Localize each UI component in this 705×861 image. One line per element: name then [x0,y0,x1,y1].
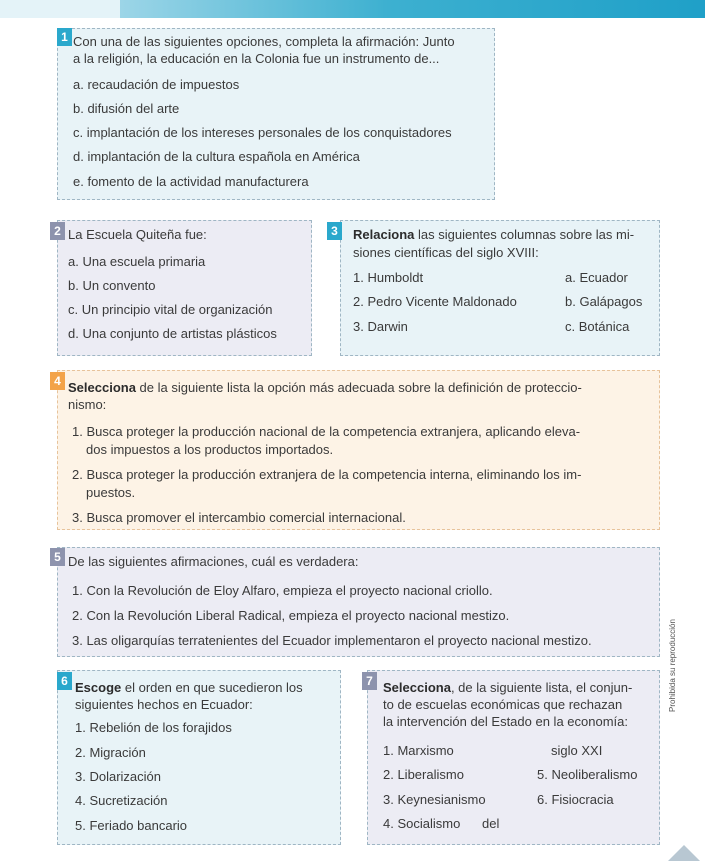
question-7-badge: 7 [362,672,377,690]
question-6-prompt-line2: siguientes hechos en Ecuador: [75,697,253,712]
question-7-right-3[interactable]: 6. Fisiocracia [537,792,614,807]
question-1-option-c[interactable]: c. implantación de los intereses personales de los conquistadores [73,125,452,140]
question-7-prompt-line1 [383,680,632,696]
question-7-verb: Selecciona [383,680,451,695]
question-2-option-d[interactable]: d. Una conjunto de artistas plásticos [68,326,277,341]
question-7-prompt-rest: , de la siguiente lista, el conjun- [450,680,633,695]
question-3-verb: Relaciona [353,227,415,242]
question-3-right-b[interactable]: b. Galápagos [565,294,643,309]
question-6-verb: Escoge [75,680,122,695]
question-6-option-4[interactable]: 4. Sucretización [75,793,168,808]
question-1-option-b[interactable]: b. difusión del arte [73,101,180,116]
question-4-option-1-line2: dos impuestos a los productos importados. [86,442,334,457]
corner-triangle [668,845,700,861]
question-6-prompt-line1 [75,680,303,696]
question-7-left-1[interactable]: 1. Marxismo [383,743,454,758]
question-7-prompt-line3: la intervención del Estado en la economía: [383,714,628,729]
question-7-left-4[interactable]: 4. Socialismo [383,816,461,831]
question-4-prompt-line1 [68,380,582,396]
question-3-left-1[interactable]: 1. Humboldt [353,270,424,285]
question-1-badge: 1 [57,28,72,46]
question-7-prompt-line2: to de escuelas económicas que rechazan [383,697,623,712]
question-3-right-c[interactable]: c. Botánica [565,319,630,334]
question-7-left-2[interactable]: 2. Liberalismo [383,767,464,782]
top-band-light [0,0,120,18]
question-1-prompt-line1: Con una de las siguientes opciones, completa la afirmación: Junto [73,34,455,49]
question-6-option-3[interactable]: 3. Dolarización [75,769,161,784]
question-4-option-3[interactable]: 3. Busca promover el intercambio comercial internacional. [72,510,406,525]
question-5-badge: 5 [50,548,65,566]
question-2-prompt: La Escuela Quiteña fue: [68,227,207,242]
question-1-prompt-line2: a la religión, la educación en la Colonia fue un instrumento de... [73,51,440,66]
question-7-right-1[interactable]: siglo XXI [551,743,603,758]
question-3-left-2[interactable]: 2. Pedro Vicente Maldonado [353,294,517,309]
question-5-option-1[interactable]: 1. Con la Revolución de Eloy Alfaro, empieza el proyecto nacional criollo. [72,583,493,598]
question-3-prompt-line1 [353,227,634,243]
question-4-option-2-line2: puestos. [86,485,136,500]
question-1-option-d[interactable]: d. implantación de la cultura española en América [73,149,360,164]
question-2-option-c[interactable]: c. Un principio vital de organización [68,302,273,317]
question-6-option-5[interactable]: 5. Feriado bancario [75,818,188,833]
question-5-option-2[interactable]: 2. Con la Revolución Liberal Radical, empieza el proyecto nacional mestizo. [72,608,510,623]
question-5-option-3[interactable]: 3. Las oligarquías terratenientes del Ecuador implementaron el proyecto nacional mestizo. [72,633,592,648]
question-7-right-4[interactable]: del [482,816,500,831]
question-4-option-1-line1[interactable]: 1. Busca proteger la producción nacional de la competencia extranjera, aplicando eleva- [72,424,581,439]
question-3-prompt-line2: siones científicas del siglo XVIII: [353,245,539,260]
question-2-badge: 2 [50,222,65,240]
question-5-prompt: De las siguientes afirmaciones, cuál es verdadera: [68,554,359,569]
question-6-option-2[interactable]: 2. Migración [75,745,146,760]
question-2-option-b[interactable]: b. Un convento [68,278,156,293]
question-2-option-a[interactable]: a. Una escuela primaria [68,254,206,269]
question-1-option-a[interactable]: a. recaudación de impuestos [73,77,240,92]
question-7-right-2[interactable]: 5. Neoliberalismo [537,767,638,782]
copyright-side-note: Prohibida su reproducción [668,619,677,712]
question-3-right-a[interactable]: a. Ecuador [565,270,628,285]
question-6-badge: 6 [57,672,72,690]
question-4-verb: Selecciona [68,380,136,395]
question-4-prompt-line2: nismo: [68,397,107,412]
question-4-badge: 4 [50,372,65,390]
question-3-badge: 3 [327,222,342,240]
question-1-option-e[interactable]: e. fomento de la actividad manufacturera [73,174,309,189]
question-3-left-3[interactable]: 3. Darwin [353,319,408,334]
question-6-option-1[interactable]: 1. Rebelión de los forajidos [75,720,232,735]
question-4-prompt-rest: de la siguiente lista la opción más adecuada sobre la definición de proteccio- [135,380,582,395]
question-7-left-3[interactable]: 3. Keynesianismo [383,792,486,807]
question-6-prompt-rest: el orden en que sucedieron los [121,680,303,695]
question-3-prompt-rest: las siguientes columnas sobre las mi- [414,227,635,242]
question-4-option-2-line1[interactable]: 2. Busca proteger la producción extranjera de la competencia interna, eliminando los im- [72,467,582,482]
